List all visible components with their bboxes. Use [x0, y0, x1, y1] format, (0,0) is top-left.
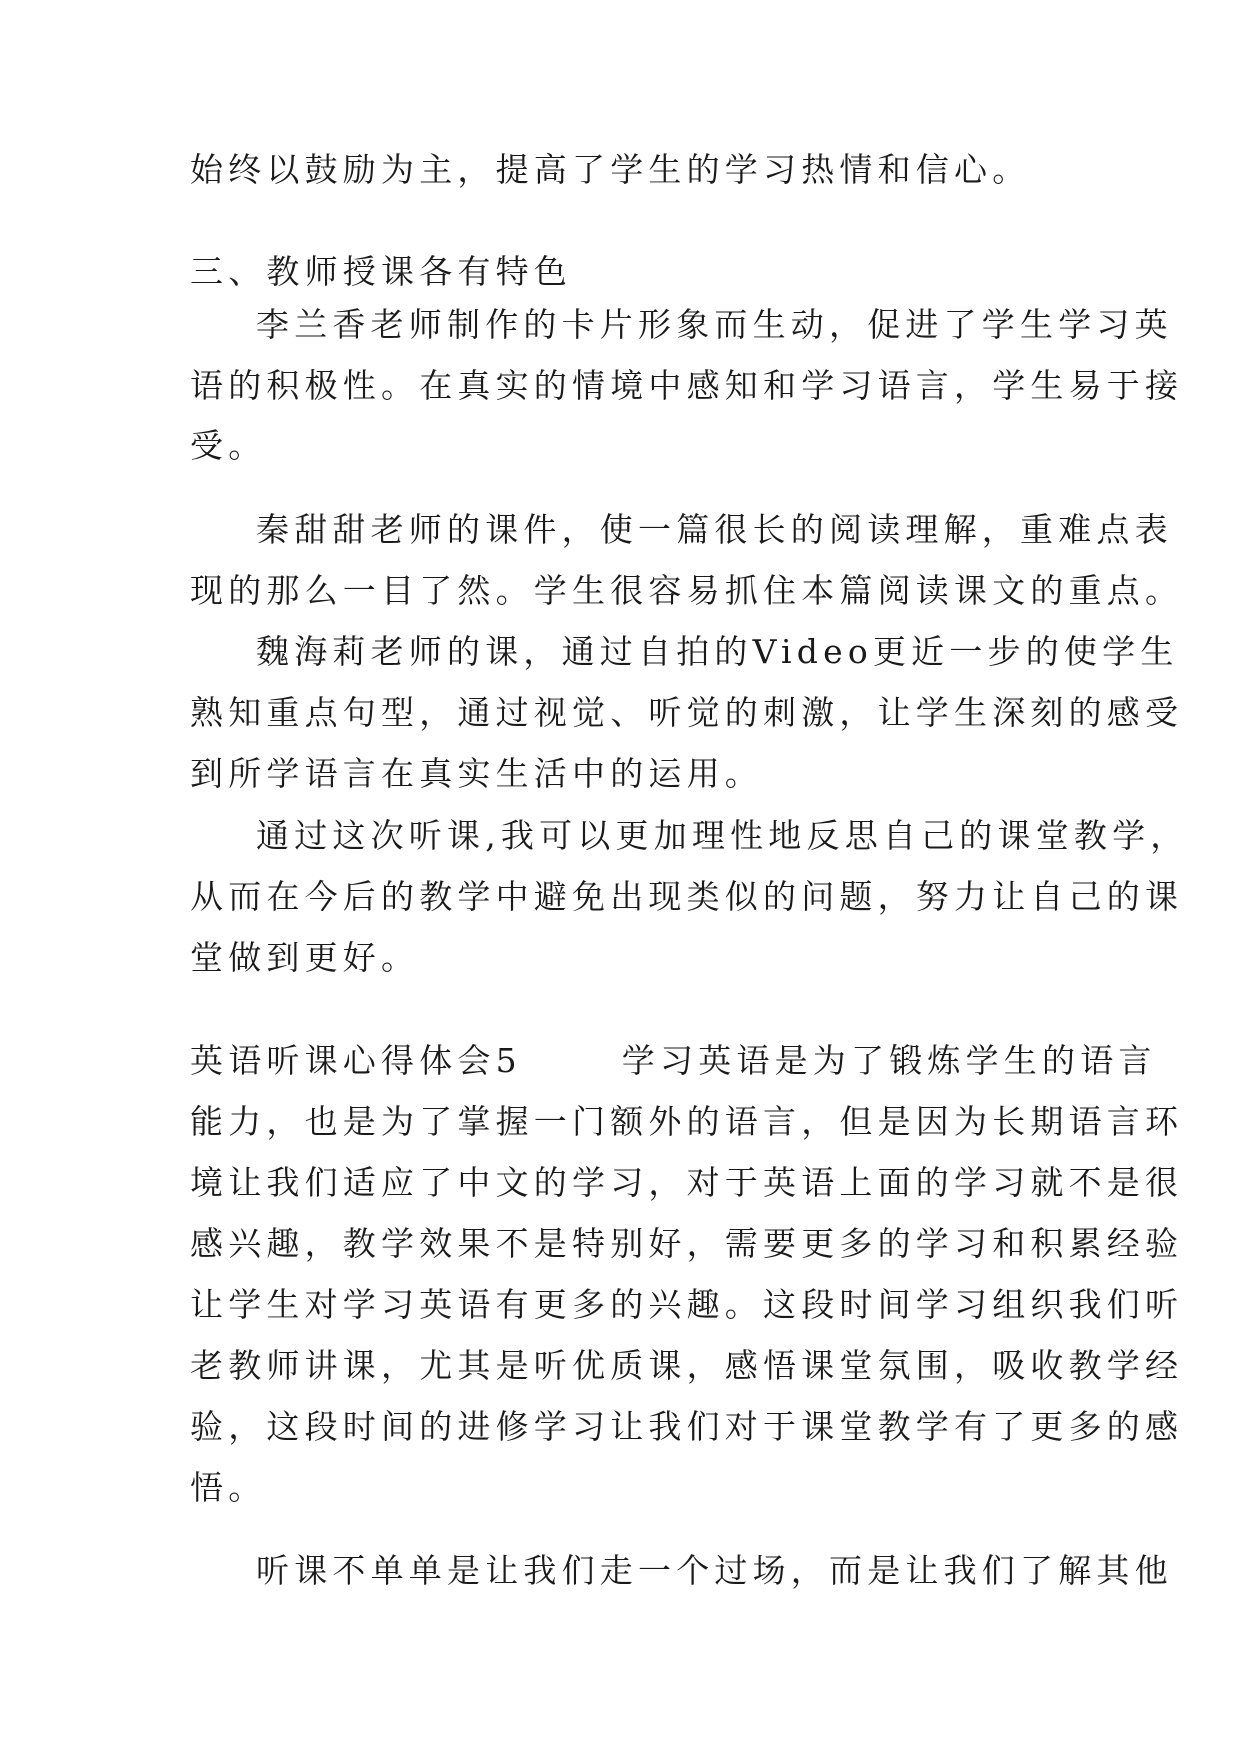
text-line: 受。: [190, 426, 267, 465]
text-line: 语的积极性。在真实的情境中感知和学习语言，学生易于接: [190, 366, 1184, 405]
text-line: 李兰香老师制作的卡片形象而生动，促进了学生学习英: [256, 305, 1173, 344]
text-line: 老教师讲课，尤其是听优质课，感悟课堂氛围，吸收教学经: [190, 1346, 1184, 1385]
text-line: 始终以鼓励为主，提高了学生的学习热情和信心。: [190, 150, 1031, 189]
text-line: 感兴趣，教学效果不是特别好，需要更多的学习和积累经验: [190, 1224, 1184, 1263]
article-heading-line: [190, 1041, 1157, 1081]
text-line: 让学生对学习英语有更多的兴趣。这段时间学习组织我们听: [190, 1285, 1184, 1324]
section-heading: 三、教师授课各有特色: [190, 252, 572, 291]
text-line: 验，这段时间的进修学习让我们对于课堂教学有了更多的感: [190, 1407, 1184, 1446]
text-line: 境让我们适应了中文的学习，对于英语上面的学习就不是很: [190, 1163, 1184, 1202]
text-line: 魏海莉老师的课，通过自拍的Video更近一步的使学生: [256, 632, 1179, 671]
text-line: 到所学语言在真实生活中的运用。: [190, 754, 763, 793]
text-line: 能力，也是为了掌握一门额外的语言，但是因为长期语言环: [190, 1102, 1184, 1141]
text-line: 通过这次听课,我可以更加理性地反思自己的课堂教学，: [256, 816, 1189, 855]
text-line: 堂做到更好。: [190, 938, 420, 977]
text-line: 秦甜甜老师的课件，使一篇很长的阅读理解，重难点表: [256, 510, 1173, 549]
text-line: 悟。: [190, 1468, 267, 1507]
text-line: 熟知重点句型，通过视觉、听觉的刺激，让学生深刻的感受: [190, 693, 1184, 732]
article-title: 英语听课心得体会5: [190, 1041, 522, 1080]
text-line: 学习英语是为了锻炼学生的语言: [621, 1041, 1157, 1080]
text-line: 现的那么一目了然。学生很容易抓住本篇阅读课文的重点。: [190, 571, 1184, 610]
text-line: 从而在今后的教学中避免出现类似的问题，努力让自己的课: [190, 877, 1184, 916]
text-line: 听课不单单是让我们走一个过场，而是让我们了解其他: [256, 1551, 1173, 1590]
